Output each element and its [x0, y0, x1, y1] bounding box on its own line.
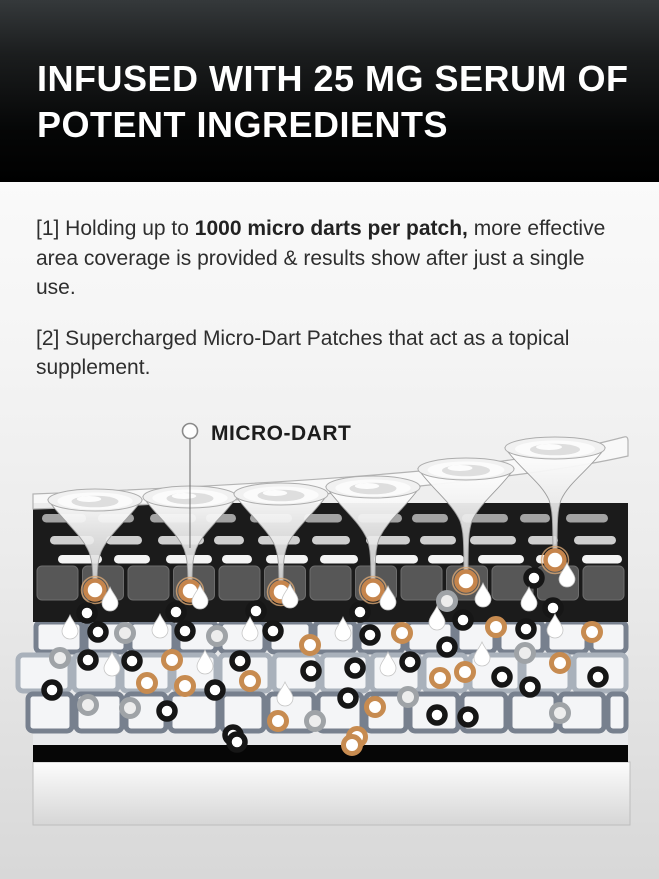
gray-ring-particle — [517, 645, 534, 662]
dart-mouth-highlight — [355, 483, 379, 489]
black-ring-particle — [526, 570, 542, 586]
claim-1-prefix: [1] Holding up to — [36, 217, 195, 240]
black-ring-particle — [177, 623, 193, 639]
black-ring-particle — [80, 652, 96, 668]
black-ring-particle — [232, 653, 248, 669]
black-ring-particle — [44, 682, 60, 698]
basement-membrane-bar — [33, 745, 628, 762]
gray-ring-particle — [122, 700, 139, 717]
black-ring-particle — [518, 621, 534, 637]
epidermis-cell-square — [583, 566, 624, 600]
black-ring-particle — [429, 707, 445, 723]
black-ring-particle — [229, 734, 245, 750]
corneum-dash — [114, 555, 150, 564]
corneum-dash — [470, 536, 516, 545]
black-ring-particle — [347, 660, 363, 676]
black-ring-particle — [207, 682, 223, 698]
black-ring-particle — [439, 639, 455, 655]
label-pointer-dot — [183, 424, 198, 439]
orange-ring-particle — [270, 713, 287, 730]
orange-ring-particle — [394, 625, 411, 642]
black-ring-particle — [362, 627, 378, 643]
orange-ring-particle — [432, 670, 449, 687]
epidermis-cell-square — [219, 566, 260, 600]
epidermis-cell-square — [310, 566, 351, 600]
gray-ring-particle — [52, 650, 69, 667]
claim-paragraph-1 — [36, 214, 622, 303]
corneum-dash — [320, 555, 358, 564]
black-ring-particle — [590, 669, 606, 685]
black-ring-particle — [494, 669, 510, 685]
black-ring-particle — [340, 690, 356, 706]
corneum-dash — [428, 555, 464, 564]
dart-mouth-highlight — [263, 490, 287, 496]
dart-mouth-highlight — [536, 444, 562, 450]
orange-ring-particle — [139, 675, 156, 692]
gray-ring-particle — [400, 689, 417, 706]
black-ring-particle — [460, 709, 476, 725]
corneum-dash — [266, 555, 308, 564]
corneum-dash — [106, 536, 142, 545]
corneum-dash — [566, 514, 608, 523]
corneum-dash — [374, 555, 418, 564]
orange-ring-particle — [367, 699, 384, 716]
body-copy — [36, 214, 622, 404]
dart-tip-ring — [457, 572, 476, 591]
gray-ring-particle — [117, 625, 134, 642]
skin-diagram — [0, 400, 659, 879]
black-ring-particle — [79, 605, 95, 621]
orange-ring-particle — [177, 678, 194, 695]
page-title — [37, 56, 637, 148]
black-ring-particle — [265, 623, 281, 639]
claim-1-bold: 1000 micro darts per patch, — [194, 217, 468, 240]
black-ring-particle — [402, 654, 418, 670]
corneum-dash — [520, 514, 550, 523]
gray-ring-particle — [307, 713, 324, 730]
orange-ring-particle — [552, 655, 569, 672]
micro-dart-label: MICRO-DART — [211, 422, 352, 445]
gray-ring-particle — [80, 697, 97, 714]
dart-tip-ring — [86, 581, 105, 600]
black-ring-particle — [159, 703, 175, 719]
corneum-dash — [574, 536, 616, 545]
black-ring-particle — [522, 679, 538, 695]
corneum-dash — [214, 536, 244, 545]
black-ring-particle — [303, 663, 319, 679]
corneum-dash — [582, 555, 622, 564]
gray-ring-particle — [209, 628, 226, 645]
dart-tip-ring — [364, 581, 383, 600]
claim-1-suffix: more effective area coverage is provided & results show after just a single use. — [36, 217, 606, 299]
dart-mouth-highlight — [172, 493, 196, 499]
black-ring-particle — [168, 604, 184, 620]
page-title-line1: INFUSED WITH 25 MG SERUM OF — [37, 58, 629, 99]
orange-ring-particle — [457, 664, 474, 681]
black-ring-particle — [90, 624, 106, 640]
black-ring-particle — [352, 604, 368, 620]
corneum-dash — [420, 536, 456, 545]
gray-ring-particle — [439, 593, 456, 610]
orange-ring-particle — [164, 652, 181, 669]
black-ring-particle — [124, 653, 140, 669]
corneum-dash — [222, 555, 252, 564]
skin-cell-brick — [608, 694, 626, 731]
orange-ring-particle — [242, 673, 259, 690]
epidermis-cell-square — [37, 566, 78, 600]
dermis-base-layer — [33, 762, 630, 825]
orange-ring-particle — [302, 637, 319, 654]
dart-tip-ring — [546, 551, 565, 570]
corneum-dash — [478, 555, 524, 564]
black-ring-particle — [455, 612, 471, 628]
dart-mouth-highlight — [448, 465, 473, 471]
gray-ring-particle — [552, 705, 569, 722]
epidermis-cell-square — [401, 566, 442, 600]
page-title-line2: POTENT INGREDIENTS — [37, 104, 449, 145]
corneum-dash — [412, 514, 448, 523]
claim-paragraph-2: [2] Supercharged Micro-Dart Patches that act as a topical supplement. — [36, 326, 570, 379]
epidermis-cell-square — [128, 566, 169, 600]
dart-mouth-highlight — [77, 496, 101, 502]
orange-ring-particle — [344, 737, 361, 754]
corneum-dash — [312, 536, 350, 545]
orange-ring-particle — [488, 619, 505, 636]
orange-ring-particle — [584, 624, 601, 641]
header-banner — [0, 0, 659, 182]
black-ring-particle — [545, 600, 561, 616]
black-ring-particle — [248, 603, 264, 619]
